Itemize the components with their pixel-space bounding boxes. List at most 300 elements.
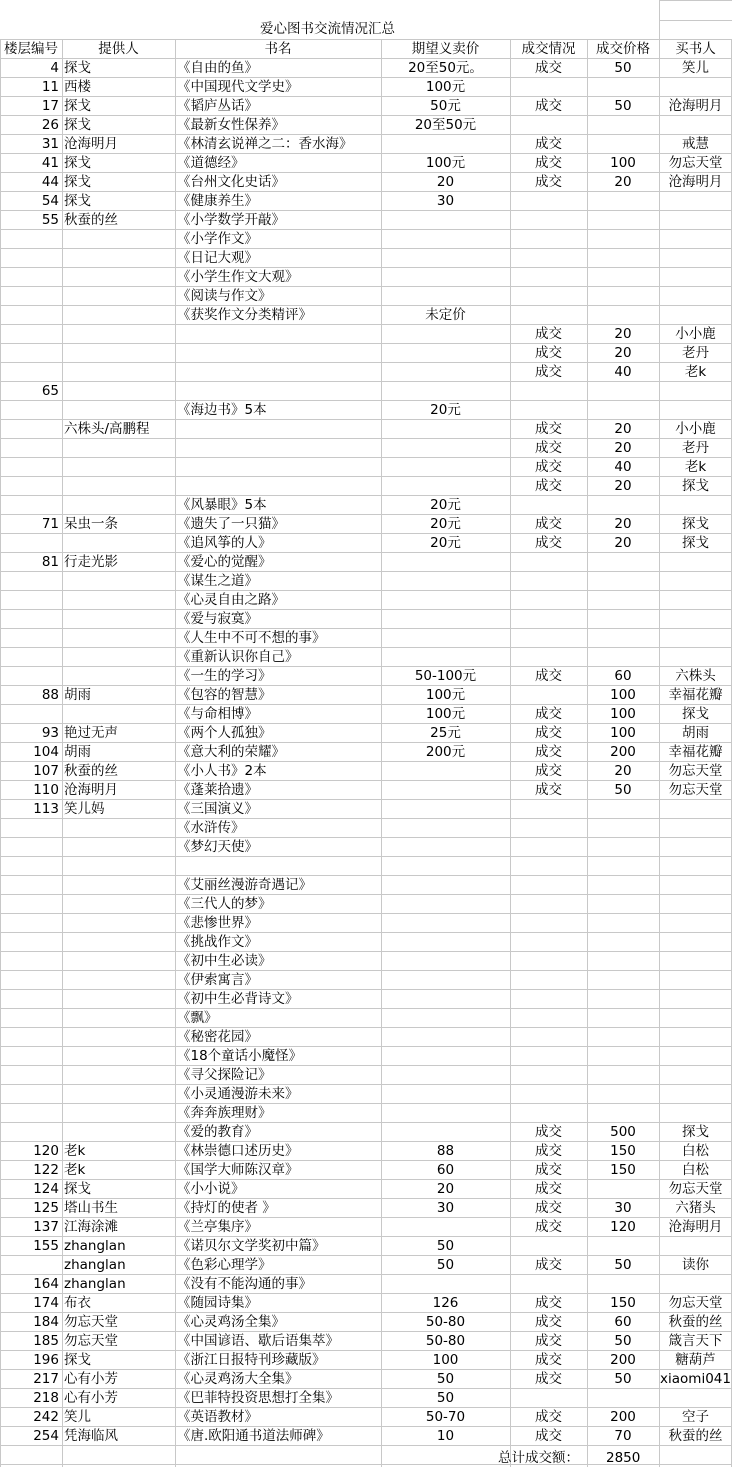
cell-expected-price: 50元 bbox=[430, 98, 461, 114]
cell-floor-number bbox=[0, 876, 62, 895]
total-value: 2850 bbox=[606, 1450, 641, 1466]
cell-floor-number: 137 bbox=[33, 1219, 59, 1235]
cell-expected-price bbox=[381, 781, 510, 800]
cell-deal-price bbox=[587, 990, 659, 1009]
cell-deal-status: 成交 bbox=[535, 459, 562, 475]
cell-deal-status: 成交 bbox=[535, 668, 562, 684]
cell-deal-status: 成交 bbox=[535, 725, 562, 741]
cell-buyer: xiaomi041 bbox=[660, 1371, 731, 1387]
cell-floor-number: 164 bbox=[33, 1276, 59, 1292]
cell-deal-price: 20 bbox=[614, 440, 632, 456]
cell-provider: 塔山书生 bbox=[64, 1200, 118, 1216]
cell-deal-price bbox=[587, 819, 659, 838]
cell-provider: 探戈 bbox=[64, 98, 91, 114]
cell-deal-price: 100 bbox=[610, 725, 636, 741]
cell-floor-number: 54 bbox=[41, 193, 59, 209]
cell-book-title: 《三代人的梦》 bbox=[177, 896, 272, 912]
cell-deal-price bbox=[587, 895, 659, 914]
cell-deal-status bbox=[510, 268, 587, 287]
cell-buyer bbox=[659, 553, 732, 572]
cell-floor-number bbox=[0, 914, 62, 933]
cell-book-title: 《奔奔族理财》 bbox=[177, 1105, 272, 1121]
cell-buyer: 秋蚕的丝 bbox=[668, 1314, 723, 1330]
cell-floor-number: 81 bbox=[41, 554, 59, 570]
cell-buyer bbox=[659, 230, 732, 249]
cell-buyer bbox=[659, 838, 732, 857]
cell-expected-price: 50 bbox=[436, 1390, 455, 1406]
cell-deal-status: 成交 bbox=[535, 1333, 562, 1349]
cell-floor-number bbox=[0, 401, 62, 420]
cell-expected-price bbox=[381, 211, 510, 230]
cell-buyer bbox=[659, 1028, 732, 1047]
cell-book-title: 《小学数学开敲》 bbox=[177, 212, 285, 228]
cell-floor-number bbox=[0, 1009, 62, 1028]
cell-floor-number: 185 bbox=[33, 1333, 59, 1349]
cell-expected-price bbox=[381, 990, 510, 1009]
cell-floor-number: 196 bbox=[33, 1352, 59, 1368]
cell-deal-status: 成交 bbox=[535, 1371, 562, 1387]
cell-book-title: 《秘密花园》 bbox=[177, 1029, 258, 1045]
cell-buyer bbox=[659, 382, 732, 401]
cell-deal-status: 成交 bbox=[535, 1352, 562, 1368]
cell-buyer: 读你 bbox=[682, 1257, 709, 1273]
cell-buyer bbox=[659, 1009, 732, 1028]
cell-deal-status bbox=[510, 249, 587, 268]
cell-deal-price bbox=[587, 211, 659, 230]
cell-book-title: 《小学生作文大观》 bbox=[177, 269, 299, 285]
cell-provider bbox=[62, 268, 175, 287]
cell-buyer bbox=[659, 249, 732, 268]
cell-floor-number bbox=[0, 838, 62, 857]
cell-floor-number bbox=[0, 895, 62, 914]
cell-provider: 笑儿 bbox=[64, 1409, 91, 1425]
cell-book-title: 《巴菲特投资思想打全集》 bbox=[177, 1390, 339, 1406]
cell-provider bbox=[62, 933, 175, 952]
cell-book-title bbox=[175, 363, 381, 382]
cell-provider: 勿忘天堂 bbox=[64, 1333, 118, 1349]
cell-floor-number bbox=[0, 1085, 62, 1104]
cell-deal-price bbox=[587, 268, 659, 287]
cell-deal-status bbox=[510, 914, 587, 933]
cell-buyer: 白松 bbox=[682, 1143, 709, 1159]
cell-floor-number bbox=[0, 325, 62, 344]
cell-floor-number bbox=[0, 705, 62, 724]
cell-buyer bbox=[659, 895, 732, 914]
cell-book-title bbox=[175, 857, 381, 876]
cell-buyer: 勿忘天堂 bbox=[668, 1181, 723, 1197]
cell-expected-price: 20元 bbox=[430, 535, 461, 551]
cell-deal-status bbox=[510, 1047, 587, 1066]
cell-book-title: 《日记大观》 bbox=[177, 250, 258, 266]
cell-book-title: 《持灯的使者 》 bbox=[177, 1200, 276, 1216]
cell-provider: zhanglan bbox=[64, 1276, 126, 1292]
cell-book-title: 《诺贝尔文学奖初中篇》 bbox=[177, 1238, 326, 1254]
cell-book-title: 《小人书》2本 bbox=[177, 763, 267, 779]
cell-floor-number bbox=[0, 952, 62, 971]
cell-deal-status bbox=[510, 1104, 587, 1123]
cell-buyer: 六株头 bbox=[675, 668, 716, 684]
cell-book-title: 《包容的智慧》 bbox=[177, 687, 272, 703]
cell-deal-price: 20 bbox=[614, 326, 632, 342]
cell-buyer: 糖葫芦 bbox=[675, 1352, 716, 1368]
cell-deal-status bbox=[510, 952, 587, 971]
cell-provider: 勿忘天堂 bbox=[64, 1314, 118, 1330]
cell-provider bbox=[62, 705, 175, 724]
cell-floor-number: 113 bbox=[33, 801, 59, 817]
cell-deal-price bbox=[587, 610, 659, 629]
cell-deal-price: 150 bbox=[610, 1162, 636, 1178]
cell-deal-status: 成交 bbox=[535, 1428, 562, 1444]
cell-floor-number bbox=[0, 572, 62, 591]
cell-deal-price bbox=[587, 1389, 659, 1408]
cell-floor-number: 104 bbox=[33, 744, 59, 760]
cell-expected-price bbox=[381, 1085, 510, 1104]
cell-floor-number bbox=[0, 1123, 62, 1142]
cell-book-title: 《小灵通漫游未来》 bbox=[177, 1086, 299, 1102]
sheet-title: 爱心图书交流情况汇总 bbox=[260, 21, 395, 37]
cell-deal-price bbox=[587, 116, 659, 135]
cell-floor-number bbox=[0, 306, 62, 325]
cell-floor-number: 26 bbox=[41, 117, 59, 133]
cell-floor-number bbox=[0, 1104, 62, 1123]
cell-book-title: 《意大利的荣耀》 bbox=[177, 744, 285, 760]
cell-book-title: 《飘》 bbox=[177, 1010, 218, 1026]
cell-provider bbox=[62, 382, 175, 401]
cell-provider: 布衣 bbox=[64, 1295, 91, 1311]
cell-deal-price bbox=[587, 1009, 659, 1028]
cell-provider: 秋蚕的丝 bbox=[64, 763, 118, 779]
cell-expected-price bbox=[381, 876, 510, 895]
cell-book-title: 《遗失了一只猫》 bbox=[177, 516, 285, 532]
cell-book-title bbox=[175, 382, 381, 401]
cell-floor-number: 107 bbox=[33, 763, 59, 779]
cell-book-title: 《随园诗集》 bbox=[177, 1295, 258, 1311]
cell-book-title bbox=[175, 458, 381, 477]
cell-expected-price bbox=[381, 762, 510, 781]
cell-deal-price bbox=[587, 952, 659, 971]
cell-expected-price bbox=[381, 971, 510, 990]
cell-floor-number: 218 bbox=[33, 1390, 59, 1406]
cell-expected-price: 126 bbox=[432, 1295, 459, 1311]
cell-book-title: 《道德经》 bbox=[177, 155, 245, 171]
cell-floor-number bbox=[0, 591, 62, 610]
cell-provider: 西楼 bbox=[64, 79, 91, 95]
cell-expected-price bbox=[381, 629, 510, 648]
cell-buyer bbox=[659, 610, 732, 629]
cell-deal-price: 20 bbox=[614, 535, 632, 551]
cell-deal-price: 20 bbox=[614, 345, 632, 361]
cell-book-title: 《与命相博》 bbox=[177, 706, 258, 722]
cell-floor-number bbox=[0, 344, 62, 363]
cell-expected-price bbox=[381, 439, 510, 458]
cell-book-title: 《风暴眼》5本 bbox=[177, 497, 267, 513]
cell-expected-price bbox=[381, 287, 510, 306]
cell-buyer bbox=[659, 648, 732, 667]
cell-provider: 艳过无声 bbox=[64, 725, 118, 741]
cell-expected-price bbox=[381, 610, 510, 629]
cell-provider bbox=[62, 249, 175, 268]
cell-expected-price bbox=[381, 819, 510, 838]
cell-deal-price: 200 bbox=[610, 1409, 636, 1425]
cell-floor-number bbox=[0, 857, 62, 876]
cell-expected-price: 25元 bbox=[430, 725, 461, 741]
cell-deal-price bbox=[587, 838, 659, 857]
cell-deal-price: 60 bbox=[614, 1314, 632, 1330]
cell-provider bbox=[62, 838, 175, 857]
cell-book-title: 《林崇德口述历史》 bbox=[177, 1143, 299, 1159]
cell-floor-number bbox=[0, 477, 62, 496]
cell-deal-price bbox=[587, 496, 659, 515]
cell-buyer bbox=[659, 1389, 732, 1408]
cell-deal-status bbox=[510, 230, 587, 249]
cell-floor-number bbox=[0, 990, 62, 1009]
cell-book-title: 《唐.欧阳通书道法师碑》 bbox=[177, 1428, 330, 1444]
cell-floor-number: 11 bbox=[41, 79, 59, 95]
cell-expected-price: 30 bbox=[436, 193, 455, 209]
cell-deal-price: 50 bbox=[614, 1257, 632, 1273]
header-floor-number: 楼层编号 bbox=[4, 41, 58, 57]
cell-deal-price bbox=[587, 1066, 659, 1085]
cell-expected-price: 20至50元 bbox=[414, 117, 477, 133]
cell-book-title: 《挑战作文》 bbox=[177, 934, 258, 950]
cell-floor-number bbox=[0, 268, 62, 287]
cell-deal-price: 100 bbox=[610, 706, 636, 722]
cell-expected-price: 100元 bbox=[425, 687, 466, 703]
cell-expected-price bbox=[381, 1047, 510, 1066]
cell-provider: 沧海明月 bbox=[64, 136, 118, 152]
cell-deal-price: 200 bbox=[610, 1352, 636, 1368]
cell-expected-price: 50-100元 bbox=[414, 668, 477, 684]
cell-deal-status: 成交 bbox=[535, 706, 562, 722]
cell-provider bbox=[62, 477, 175, 496]
cell-deal-status bbox=[510, 1028, 587, 1047]
cell-expected-price: 30 bbox=[436, 1200, 455, 1216]
cell-book-title: 《爱心的觉醒》 bbox=[177, 554, 272, 570]
cell-buyer: 沧海明月 bbox=[668, 1219, 723, 1235]
cell-floor-number bbox=[0, 1047, 62, 1066]
cell-deal-status bbox=[510, 78, 587, 97]
cell-expected-price: 10 bbox=[436, 1428, 455, 1444]
cell-provider: 胡雨 bbox=[64, 687, 91, 703]
cell-buyer bbox=[659, 952, 732, 971]
cell-provider bbox=[62, 819, 175, 838]
cell-buyer bbox=[659, 1275, 732, 1294]
cell-book-title: 《寻父探险记》 bbox=[177, 1067, 272, 1083]
cell-deal-price: 20 bbox=[614, 421, 632, 437]
cell-deal-status: 成交 bbox=[535, 345, 562, 361]
cell-provider: 心有小芳 bbox=[64, 1371, 118, 1387]
cell-deal-status: 成交 bbox=[535, 478, 562, 494]
cell-buyer: 小小鹿 bbox=[675, 421, 716, 437]
cell-deal-status bbox=[510, 496, 587, 515]
cell-buyer bbox=[659, 306, 732, 325]
cell-expected-price bbox=[381, 952, 510, 971]
cell-book-title: 《爱与寂寞》 bbox=[177, 611, 258, 627]
header-deal-status: 成交情况 bbox=[521, 41, 576, 57]
cell-deal-status: 成交 bbox=[535, 1219, 562, 1235]
cell-buyer bbox=[659, 876, 732, 895]
cell-book-title: 《18个童话小魔怪》 bbox=[177, 1048, 303, 1064]
cell-provider: zhanglan bbox=[64, 1238, 126, 1254]
cell-deal-status bbox=[510, 610, 587, 629]
cell-expected-price bbox=[381, 800, 510, 819]
cell-floor-number bbox=[0, 230, 62, 249]
cell-book-title: 《梦幻天使》 bbox=[177, 839, 258, 855]
cell-book-title: 《一生的学习》 bbox=[177, 668, 272, 684]
cell-floor-number bbox=[0, 496, 62, 515]
cell-floor-number bbox=[0, 1028, 62, 1047]
cell-expected-price: 50 bbox=[436, 1238, 455, 1254]
cell-deal-status bbox=[510, 876, 587, 895]
header-buyer: 买书人 bbox=[675, 41, 716, 57]
cell-deal-status bbox=[510, 116, 587, 135]
cell-book-title: 《中国现代文学史》 bbox=[177, 79, 299, 95]
cell-deal-price bbox=[587, 553, 659, 572]
cell-expected-price: 100元 bbox=[425, 155, 466, 171]
cell-buyer: 探戈 bbox=[682, 1124, 709, 1140]
cell-deal-price bbox=[587, 1237, 659, 1256]
cell-floor-number: 125 bbox=[33, 1200, 59, 1216]
cell-expected-price: 20元 bbox=[430, 402, 461, 418]
cell-expected-price: 100 bbox=[432, 1352, 459, 1368]
cell-buyer bbox=[659, 572, 732, 591]
cell-floor-number bbox=[0, 420, 62, 439]
cell-book-title: 《追风筝的人》 bbox=[177, 535, 272, 551]
cell-expected-price bbox=[381, 1104, 510, 1123]
cell-book-title: 《蓬莱拾遗》 bbox=[177, 782, 258, 798]
cell-expected-price: 20 bbox=[436, 1181, 455, 1197]
cell-provider bbox=[62, 306, 175, 325]
cell-book-title: 《韬庐丛话》 bbox=[177, 98, 258, 114]
cell-expected-price bbox=[381, 249, 510, 268]
cell-deal-price bbox=[587, 192, 659, 211]
cell-book-title: 《三国演义》 bbox=[177, 801, 258, 817]
header-expected-price: 期望义卖价 bbox=[411, 41, 480, 57]
cell-deal-price bbox=[587, 591, 659, 610]
cell-buyer bbox=[659, 496, 732, 515]
cell-deal-status bbox=[510, 211, 587, 230]
cell-book-title: 《没有不能沟通的事》 bbox=[177, 1276, 312, 1292]
header-provider: 提供人 bbox=[98, 41, 139, 57]
cell-deal-price bbox=[587, 1028, 659, 1047]
cell-provider bbox=[62, 876, 175, 895]
cell-provider bbox=[62, 1104, 175, 1123]
cell-deal-price: 70 bbox=[614, 1428, 632, 1444]
cell-provider bbox=[62, 1066, 175, 1085]
cell-deal-price: 50 bbox=[614, 782, 632, 798]
cell-provider bbox=[62, 1009, 175, 1028]
cell-deal-status: 成交 bbox=[535, 1143, 562, 1159]
cell-expected-price: 100元 bbox=[425, 706, 466, 722]
cell-expected-price bbox=[381, 382, 510, 401]
cell-floor-number: 184 bbox=[33, 1314, 59, 1330]
header-deal-price: 成交价格 bbox=[596, 41, 650, 57]
cell-floor-number bbox=[0, 819, 62, 838]
cell-book-title: 《小小说》 bbox=[177, 1181, 245, 1197]
cell-provider: 六株头/高鹏程 bbox=[64, 421, 150, 437]
cell-buyer: 胡雨 bbox=[682, 725, 709, 741]
cell-provider bbox=[62, 458, 175, 477]
cell-book-title: 《重新认识你自己》 bbox=[177, 649, 299, 665]
cell-deal-price bbox=[587, 1104, 659, 1123]
cell-deal-price bbox=[587, 306, 659, 325]
cell-deal-status: 成交 bbox=[535, 535, 562, 551]
cell-provider bbox=[62, 344, 175, 363]
cell-deal-status: 成交 bbox=[535, 1314, 562, 1330]
cell-provider bbox=[62, 591, 175, 610]
cell-deal-status: 成交 bbox=[535, 1257, 562, 1273]
cell-buyer: 探戈 bbox=[682, 516, 709, 532]
cell-provider: 心有小芳 bbox=[64, 1390, 118, 1406]
cell-deal-status bbox=[510, 1066, 587, 1085]
cell-buyer: 沧海明月 bbox=[668, 174, 723, 190]
cell-buyer: 空子 bbox=[682, 1409, 709, 1425]
cell-provider: 江海涂滩 bbox=[64, 1219, 118, 1235]
cell-provider: 沧海明月 bbox=[64, 782, 118, 798]
cell-buyer: 箴言天下 bbox=[668, 1333, 723, 1349]
cell-deal-price: 100 bbox=[610, 155, 636, 171]
cell-floor-number: 41 bbox=[41, 155, 59, 171]
cell-expected-price bbox=[381, 838, 510, 857]
cell-deal-status: 成交 bbox=[535, 326, 562, 342]
cell-buyer: 幸福花瓣 bbox=[668, 744, 723, 760]
cell-expected-price: 20元 bbox=[430, 516, 461, 532]
cell-provider: 探戈 bbox=[64, 174, 91, 190]
cell-deal-price bbox=[587, 572, 659, 591]
cell-expected-price bbox=[381, 895, 510, 914]
cell-provider bbox=[62, 971, 175, 990]
cell-provider: 探戈 bbox=[64, 1352, 91, 1368]
cell-provider: 秋蚕的丝 bbox=[64, 212, 118, 228]
cell-floor-number bbox=[0, 648, 62, 667]
cell-deal-status bbox=[510, 401, 587, 420]
cell-provider bbox=[62, 439, 175, 458]
cell-expected-price bbox=[381, 325, 510, 344]
cell-provider bbox=[62, 363, 175, 382]
cell-floor-number: 65 bbox=[41, 383, 59, 399]
cell-book-title: 《艾丽丝漫游奇遇记》 bbox=[177, 877, 312, 893]
cell-deal-status bbox=[510, 192, 587, 211]
cell-expected-price: 100元 bbox=[425, 79, 466, 95]
cell-book-title bbox=[175, 325, 381, 344]
cell-provider bbox=[62, 230, 175, 249]
cell-deal-status bbox=[510, 553, 587, 572]
cell-deal-status bbox=[510, 971, 587, 990]
cell-buyer bbox=[659, 857, 732, 876]
cell-deal-price: 60 bbox=[614, 668, 632, 684]
cell-expected-price bbox=[381, 1218, 510, 1237]
cell-floor-number: 242 bbox=[33, 1409, 59, 1425]
cell-deal-price: 150 bbox=[610, 1295, 636, 1311]
cell-buyer bbox=[659, 819, 732, 838]
cell-provider: 老k bbox=[64, 1162, 86, 1178]
cell-deal-status: 成交 bbox=[535, 1295, 562, 1311]
cell-buyer bbox=[659, 287, 732, 306]
cell-buyer: 老丹 bbox=[682, 345, 709, 361]
cell-provider bbox=[62, 1028, 175, 1047]
cell-deal-status bbox=[510, 933, 587, 952]
cell-buyer bbox=[659, 591, 732, 610]
cell-provider bbox=[62, 857, 175, 876]
cell-floor-number bbox=[0, 534, 62, 553]
cell-expected-price: 50-80 bbox=[425, 1333, 466, 1349]
cell-deal-status: 成交 bbox=[535, 1200, 562, 1216]
cell-expected-price bbox=[381, 1123, 510, 1142]
header-book-title: 书名 bbox=[264, 41, 292, 57]
cell-floor-number bbox=[0, 971, 62, 990]
cell-deal-price: 40 bbox=[614, 459, 632, 475]
cell-floor-number bbox=[0, 610, 62, 629]
